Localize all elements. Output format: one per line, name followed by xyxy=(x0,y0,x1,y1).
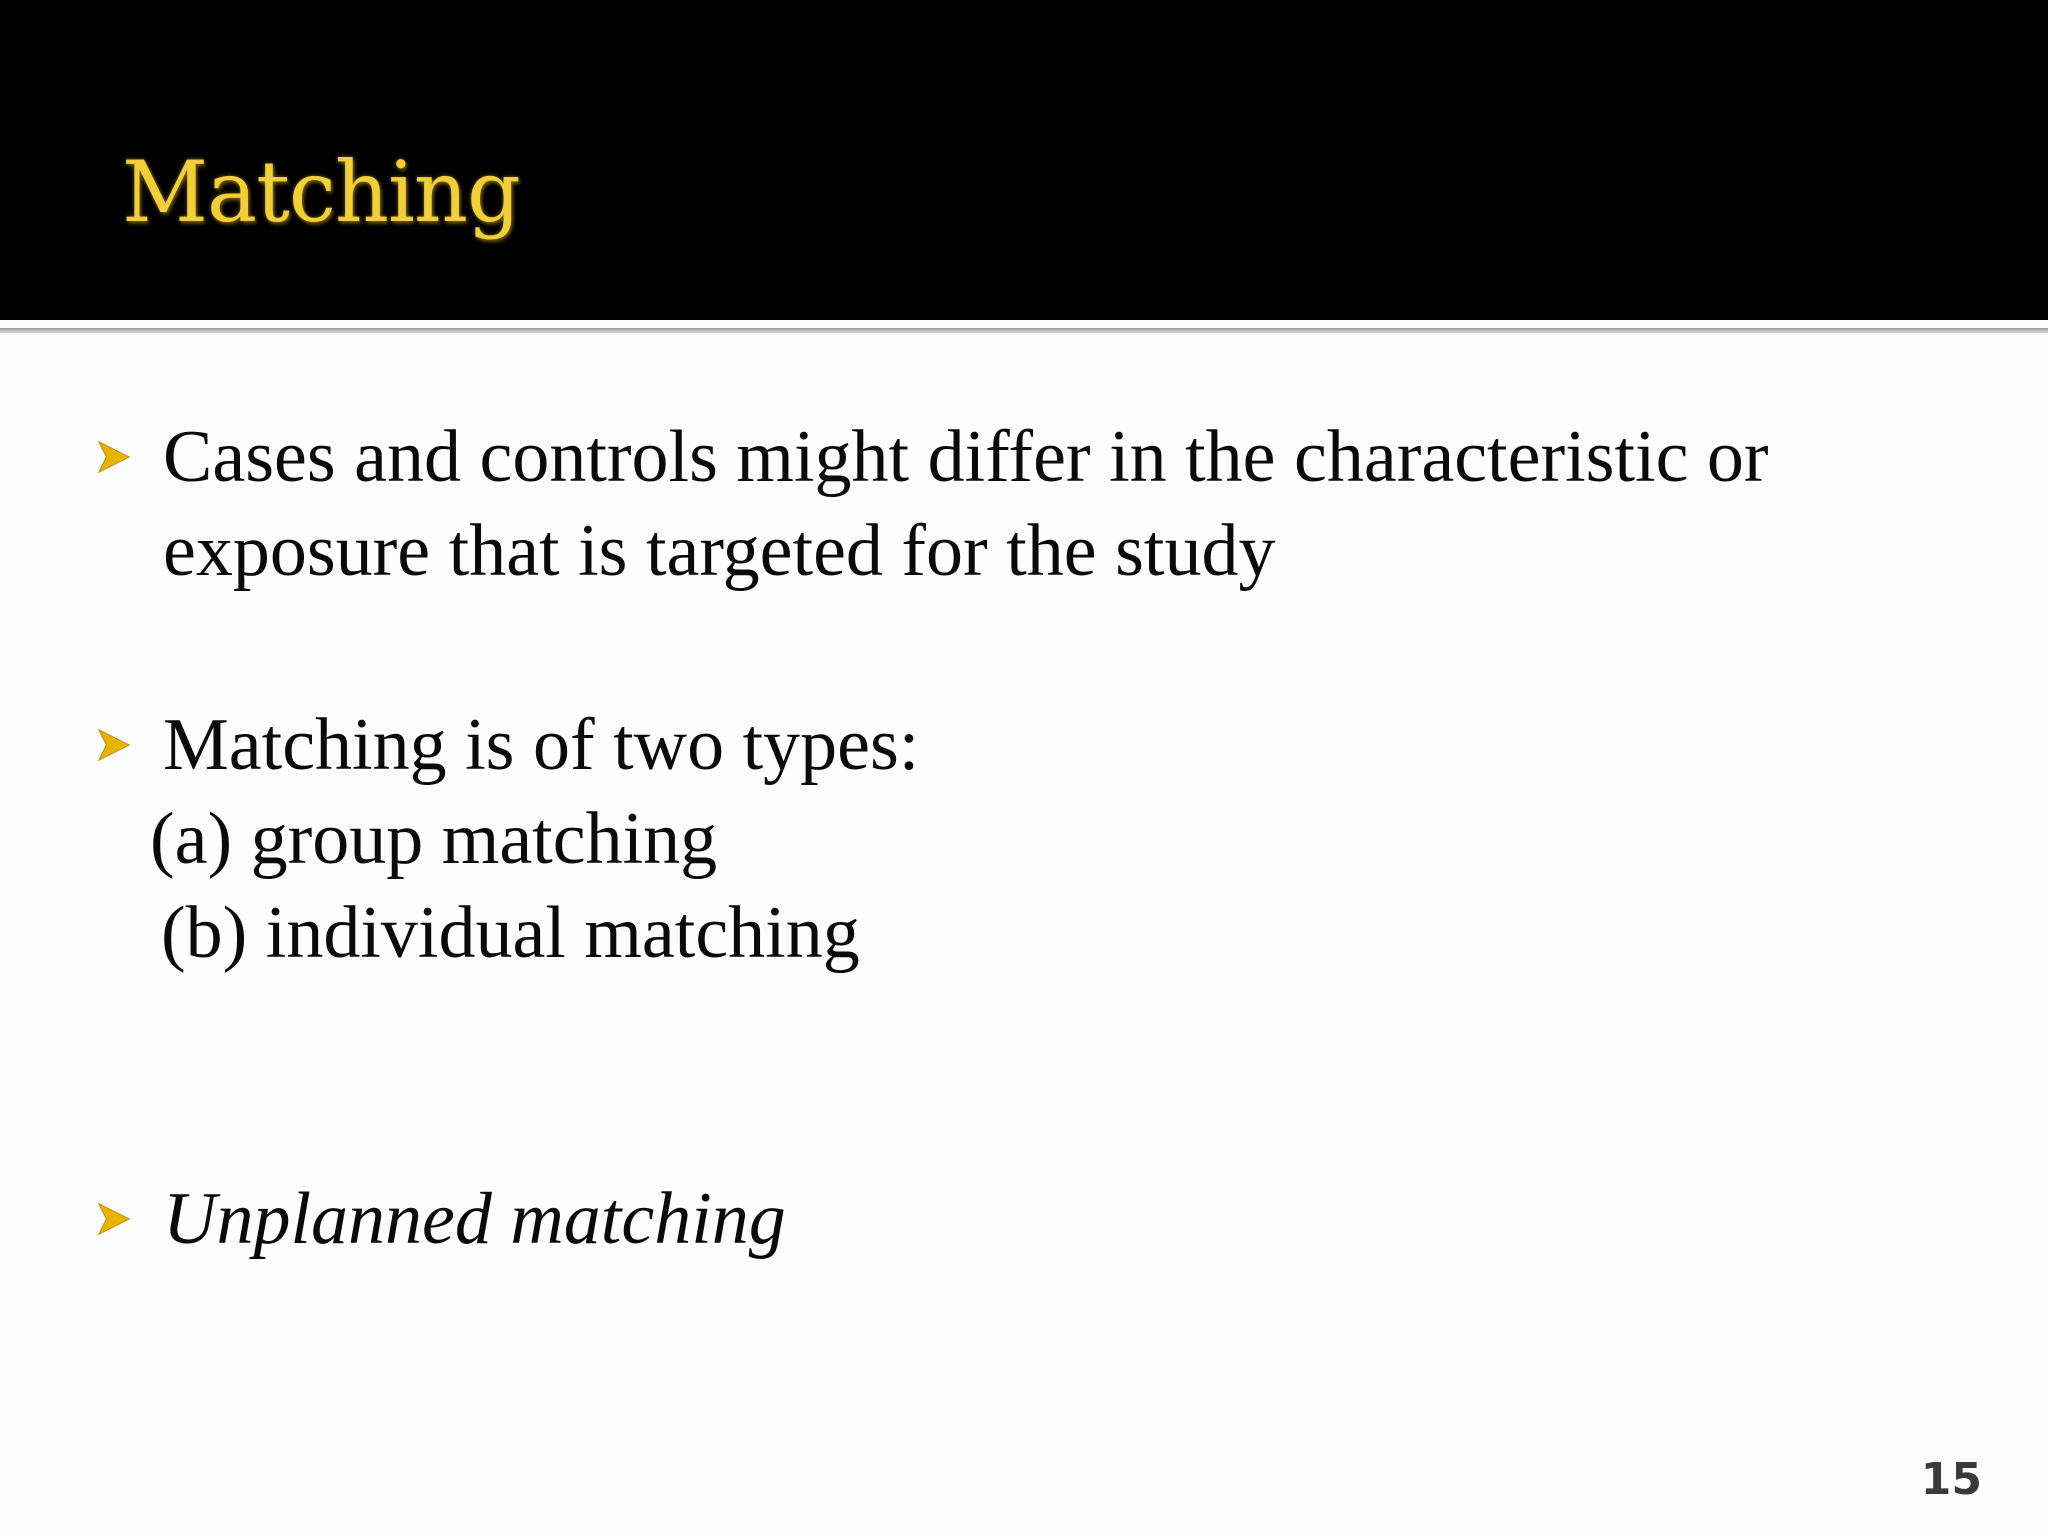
bullet-text-line: Cases and controls might differ in the characteristic or xyxy=(163,416,1769,498)
page-number: 15 xyxy=(1920,1454,1982,1505)
bullet-text-line: Matching is of two types: xyxy=(163,704,920,786)
bullet-text-line: Unplanned matching xyxy=(163,1178,786,1260)
sub-item-individual-matching: (b) individual matching xyxy=(161,892,860,974)
bullet-text-line: exposure that is targeted for the study xyxy=(163,510,1276,592)
slide-title: Matching xyxy=(122,143,520,241)
arrowhead-bullet-icon xyxy=(95,1200,133,1238)
arrowhead-bullet-icon xyxy=(95,726,133,764)
sub-item-group-matching: (a) group matching xyxy=(150,798,718,880)
arrowhead-bullet-icon xyxy=(95,438,133,476)
